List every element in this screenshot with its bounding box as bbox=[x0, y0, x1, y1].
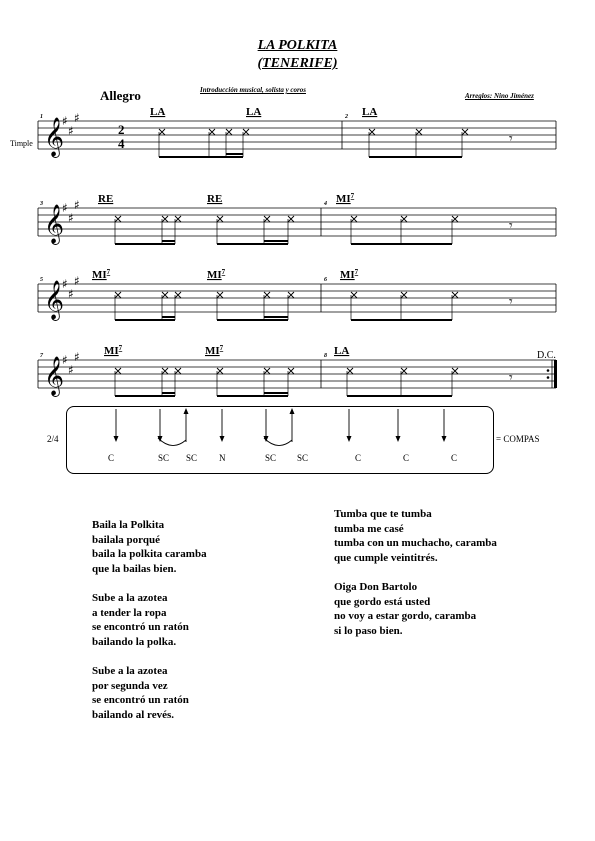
lyric-line: por segunda vez bbox=[92, 679, 168, 692]
strum-label: C bbox=[403, 453, 410, 463]
arrow-head bbox=[184, 408, 189, 414]
lyric-line: Sube a la azotea bbox=[92, 591, 168, 604]
strum-meter: 2/4 bbox=[47, 434, 59, 444]
intro-note: Introducción musical, solista y coros bbox=[200, 86, 306, 94]
key-sharp: ♯ bbox=[62, 277, 68, 291]
lyric-line: si lo paso bien. bbox=[334, 624, 403, 637]
chord-label: LA bbox=[334, 345, 350, 357]
key-sharp: ♯ bbox=[68, 124, 74, 138]
lyric-line: tumba con un muchacho, caramba bbox=[334, 537, 497, 550]
lyric-line: bailala porqué bbox=[92, 533, 160, 546]
chord-label: $MI^7$ bbox=[340, 268, 359, 281]
key-sharp: ♯ bbox=[74, 111, 80, 125]
measure-number: 2 bbox=[345, 114, 348, 120]
key-sharp: ♯ bbox=[68, 287, 74, 301]
chord-label: RE bbox=[207, 193, 223, 205]
da-capo-marking: D.C. bbox=[537, 350, 556, 361]
instrument-label: Timple bbox=[10, 139, 33, 148]
lyric-line: Oiga Don Bartolo bbox=[334, 580, 418, 593]
time-sig-bottom: 4 bbox=[118, 136, 125, 151]
key-sharp: ♯ bbox=[62, 114, 68, 128]
arranger-credit: Arreglos: Nino Jiménez bbox=[465, 92, 534, 100]
chord-label: $MI^7$ bbox=[92, 268, 111, 281]
lyrics-left-column bbox=[92, 518, 207, 737]
lyric-line: se encontró un ratón bbox=[92, 694, 189, 707]
eighth-rest: 𝄾 bbox=[509, 294, 513, 310]
measure-number: 6 bbox=[324, 277, 327, 283]
strum-label: SC bbox=[186, 453, 198, 463]
chord-label: $MI^7$ bbox=[336, 192, 355, 205]
lyric-line: bailando al revés. bbox=[92, 708, 175, 721]
strum-label: SC bbox=[297, 453, 309, 463]
chord-label: $MI^7$ bbox=[205, 344, 224, 357]
chord-label: RE bbox=[98, 193, 114, 205]
strum-label: SC bbox=[265, 453, 277, 463]
arrow-head bbox=[396, 436, 401, 442]
lyrics-stanza bbox=[92, 591, 207, 649]
slur bbox=[264, 438, 292, 446]
chord-label: $MI^7$ bbox=[207, 268, 226, 281]
lyric-line: no voy a estar gordo, caramba bbox=[334, 610, 477, 623]
arrow-head bbox=[290, 408, 295, 414]
key-sharp: ♯ bbox=[74, 198, 80, 212]
chord-label: LA bbox=[150, 106, 166, 118]
lyric-line: que cumple veintitrés. bbox=[334, 551, 438, 564]
lyrics-right-column bbox=[334, 507, 497, 653]
key-sharp: ♯ bbox=[68, 363, 74, 377]
strum-suffix: = COMPAS bbox=[496, 434, 540, 444]
song-title: LA POLKITA bbox=[257, 38, 338, 53]
song-subtitle: (TENERIFE) bbox=[257, 56, 338, 71]
lyrics-stanza bbox=[92, 664, 207, 722]
lyric-line: bailando la polka. bbox=[92, 635, 177, 648]
key-sharp: ♯ bbox=[62, 201, 68, 215]
arrow-head bbox=[442, 436, 447, 442]
lyric-line: Sube a la azotea bbox=[92, 664, 168, 677]
lyric-line: que la bailas bien. bbox=[92, 562, 177, 575]
chord-label: $MI^7$ bbox=[104, 344, 123, 357]
treble-clef: 𝄞 bbox=[44, 117, 65, 157]
measure-number: 3 bbox=[40, 201, 43, 207]
measure-number: 5 bbox=[40, 277, 43, 283]
lyric-line: tumba me casé bbox=[334, 522, 404, 535]
eighth-rest: 𝄾 bbox=[509, 370, 513, 386]
arrow-head bbox=[114, 436, 119, 442]
eighth-rest: 𝄾 bbox=[509, 131, 513, 147]
lyric-line: se encontró un ratón bbox=[92, 621, 189, 634]
lyrics-stanza bbox=[92, 518, 207, 576]
treble-clef: 𝄞 bbox=[44, 356, 65, 396]
slur bbox=[158, 438, 186, 446]
measure-number: 8 bbox=[324, 353, 327, 359]
lyric-line: Baila la Polkita bbox=[92, 519, 165, 531]
key-sharp: ♯ bbox=[74, 274, 80, 288]
eighth-rest: 𝄾 bbox=[509, 218, 513, 234]
chord-label: LA bbox=[246, 106, 262, 118]
lyrics-stanza bbox=[334, 580, 497, 638]
arrow-head bbox=[220, 436, 225, 442]
arrow-head bbox=[347, 436, 352, 442]
strum-label: N bbox=[219, 453, 226, 463]
lyric-line: a tender la ropa bbox=[92, 606, 167, 619]
measure-number: 1 bbox=[40, 114, 43, 120]
measure-number: 4 bbox=[324, 201, 327, 207]
chord-label: LA bbox=[362, 106, 378, 118]
key-sharp: ♯ bbox=[62, 353, 68, 367]
tempo-marking: Allegro bbox=[100, 88, 141, 103]
strum-label: C bbox=[355, 453, 362, 463]
measure-number: 7 bbox=[40, 353, 43, 359]
strum-label: C bbox=[451, 453, 458, 463]
treble-clef: 𝄞 bbox=[44, 204, 65, 244]
lyric-line: baila la polkita caramba bbox=[92, 548, 207, 561]
lyric-line: Tumba que te tumba bbox=[334, 508, 432, 520]
time-sig-top: 2 bbox=[118, 122, 125, 137]
key-sharp: ♯ bbox=[68, 211, 74, 225]
treble-clef: 𝄞 bbox=[44, 280, 65, 320]
lyric-line: que gordo está usted bbox=[334, 595, 431, 608]
key-sharp: ♯ bbox=[74, 350, 80, 364]
strum-label: SC bbox=[158, 453, 170, 463]
lyrics-stanza bbox=[334, 507, 497, 565]
strum-label: C bbox=[108, 453, 115, 463]
